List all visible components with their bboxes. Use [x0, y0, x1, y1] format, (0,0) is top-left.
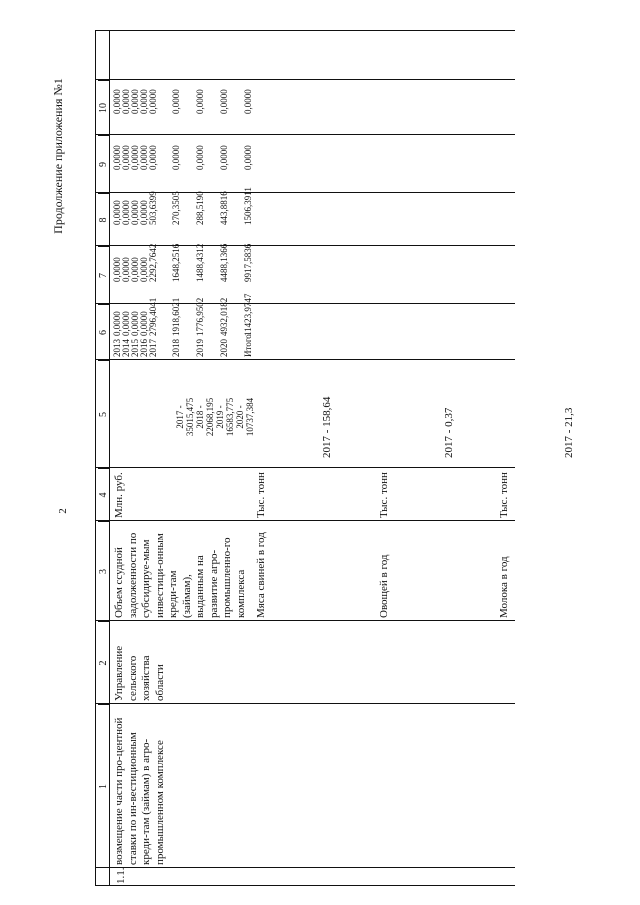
col10-cell-5: 0,0000 — [171, 89, 181, 114]
indicator-1-unit: Млн. руб. — [113, 472, 125, 518]
col8-cell-6: 288,5190 — [195, 191, 205, 225]
col6-cell-8: 11423,9747 — [243, 293, 253, 336]
col9-cell-8: 0,0000 — [243, 145, 253, 170]
year-4: 2017 — [148, 339, 158, 357]
year-6: 2019 — [195, 339, 205, 357]
col10-cell-2: 0,0000 — [130, 89, 140, 114]
col7-cell-6: 1488,4312 — [195, 243, 205, 282]
indicator-3-unit: Тыс. тонн — [378, 472, 390, 518]
col8-cell-7: 443,8816 — [219, 191, 229, 225]
col7-cell-2: 0,0000 — [130, 257, 140, 282]
year-5: 2018 — [171, 339, 181, 357]
col7-cell-5: 1648,2516 — [171, 243, 181, 282]
header-col-2: 2 — [98, 621, 109, 704]
col7-cell-0: 0,0000 — [112, 257, 122, 282]
col7-cell-4: 2292,7642 — [148, 243, 158, 282]
col9-cell-0: 0,0000 — [112, 145, 122, 170]
header-col-7: 7 — [98, 246, 109, 304]
col8-cell-0: 0,0000 — [112, 200, 122, 225]
responsible-body: Управление сельского хозяйства области — [113, 645, 166, 701]
header-col-10: 10 — [98, 80, 109, 135]
header-col-9: 9 — [98, 135, 109, 193]
header-col-1: 1 — [98, 704, 109, 868]
target-milk: 2017 - 21,3 — [563, 407, 575, 458]
header-col-5: 5 — [98, 360, 109, 468]
col9-cell-3: 0,0000 — [139, 145, 149, 170]
indicator-2-name: Мяса свиней в год — [255, 532, 267, 618]
col9-cell-7: 0,0000 — [219, 145, 229, 170]
col6-cell-1: 0,0000 — [121, 311, 131, 336]
col7-cell-3: 0,0000 — [139, 257, 149, 282]
indicator-3-name: Овощей в год — [378, 554, 390, 618]
header-col-6: 6 — [98, 304, 109, 360]
header-bottom-border — [109, 31, 110, 886]
col10-cell-3: 0,0000 — [139, 89, 149, 114]
col9-cell-4: 0,0000 — [148, 145, 158, 170]
col6-cell-7: 4932,0182 — [219, 297, 229, 336]
col6-cell-5: 1918,6021 — [171, 297, 181, 336]
col10-cell-7: 0,0000 — [219, 89, 229, 114]
col6-cell-4: 2796,4041 — [148, 297, 158, 336]
indicator-1-name: Объем ссудной задолженности по субсидируе-мым инвестици-онным креди-там (займам), выданным на развитие агро-промышленно-го комплекса — [113, 532, 247, 618]
col5-values: 2017 - 35015,475 2018 - 22068,195 2019 - 16583,775 2020 - 10737,384 — [175, 397, 255, 437]
target-meat: 2017 - 158,64 — [321, 396, 333, 458]
year-7: 2020 — [219, 339, 229, 357]
year-0: 2013 — [112, 339, 122, 357]
col8-cell-8: 1506,3911 — [243, 187, 253, 225]
table-top-border — [95, 31, 96, 886]
col8-cell-5: 270,3505 — [171, 191, 181, 225]
col9-cell-1: 0,0000 — [121, 145, 131, 170]
indicator-2-unit: Тыс. тонн — [255, 472, 267, 518]
col9-cell-2: 0,0000 — [130, 145, 140, 170]
col9-cell-6: 0,0000 — [195, 145, 205, 170]
col8-cell-3: 0,0000 — [139, 200, 149, 225]
year-3: 2016 — [139, 339, 149, 357]
indicator-4-name: Молока в год — [498, 556, 510, 618]
col6-cell-3: 0,0000 — [139, 311, 149, 336]
col10-cell-1: 0,0000 — [121, 89, 131, 114]
col8-cell-4: 503,6399 — [148, 191, 158, 225]
row-number: 1.1. — [115, 867, 127, 884]
col10-cell-6: 0,0000 — [195, 89, 205, 114]
col8-cell-2: 0,0000 — [130, 200, 140, 225]
col7-cell-7: 4488,1366 — [219, 243, 229, 282]
col6-cell-0: 0,0000 — [112, 311, 122, 336]
year-2: 2015 — [130, 339, 140, 357]
target-vegetables: 2017 - 0,37 — [443, 407, 455, 458]
col8-cell-1: 0,0000 — [121, 200, 131, 225]
col7-cell-1: 0,0000 — [121, 257, 131, 282]
table-sheet — [95, 31, 640, 886]
header-col-4: 4 — [98, 468, 109, 521]
col7-cell-8: 9917,5836 — [243, 243, 253, 282]
col10-cell-8: 0,0000 — [243, 89, 253, 114]
header-col-3: 3 — [98, 521, 109, 621]
measure-name: возмещение части про-центной ставки по ин-вестиционным креди-там (займам) в агро-промышленном комплексе — [113, 717, 166, 865]
year-1: 2014 — [121, 339, 131, 357]
running-title: Продолжение приложения №1 — [50, 78, 65, 234]
page-number: 2 — [56, 508, 69, 514]
col9-cell-5: 0,0000 — [171, 145, 181, 170]
col6-cell-6: 1776,9502 — [195, 297, 205, 336]
header-col-8: 8 — [98, 193, 109, 246]
col10-cell-4: 0,0000 — [148, 89, 158, 114]
year-8: Итого — [243, 334, 253, 357]
col6-cell-2: 0,0000 — [130, 311, 140, 336]
col10-cell-0: 0,0000 — [112, 89, 122, 114]
indicator-4-unit: Тыс. тонн — [498, 472, 510, 518]
